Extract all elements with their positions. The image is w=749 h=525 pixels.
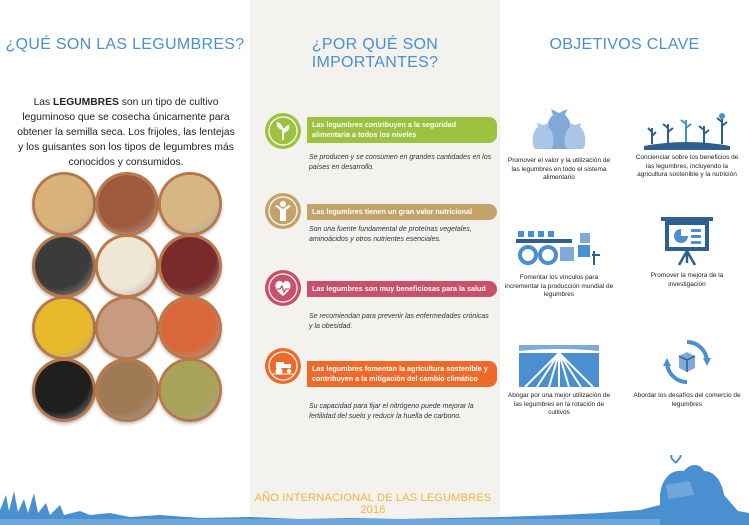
sacks-icon xyxy=(529,103,589,153)
bowl-black-lentils xyxy=(35,237,93,295)
objective-research xyxy=(632,213,742,289)
bowl-black-beans xyxy=(35,361,93,419)
objective-links xyxy=(504,225,614,300)
sprout-icon xyxy=(265,113,301,149)
column-why-important xyxy=(250,0,500,525)
bowl-yellow-lentils xyxy=(35,299,93,357)
column-key-objectives xyxy=(500,0,749,525)
footer-title: AÑO INTERNACIONAL DE LAS LEGUMBRES 2016 xyxy=(254,492,492,516)
objective-awareness xyxy=(632,110,742,180)
objective-label: Concienciar sobre los beneficios de las legumbres, incluyendo la agricultura sostenible y la nutrición xyxy=(635,154,739,178)
field-icon xyxy=(519,343,599,388)
reason-title: Las legumbres fomentan la agricultura sostenible y contribuyen a la mitigación del cambio climático xyxy=(307,361,497,387)
tractor-icon xyxy=(265,348,301,384)
intro-prefix: Las xyxy=(33,97,54,108)
objective-promote-value xyxy=(504,103,614,183)
reason-desc: Su capacidad para fijar el nitrógeno puede mejorar la fertilidad del suelo y reducir la huella de carbono. xyxy=(309,403,474,420)
bowl-chickpeas xyxy=(35,175,93,233)
reason-title: Las legumbres son muy beneficiosas para la salud xyxy=(307,281,497,297)
bowl-chickpeas-light xyxy=(161,175,219,233)
column-what-are-pulses xyxy=(0,0,250,525)
presentation-icon xyxy=(657,213,717,268)
trade-cycle-icon xyxy=(659,336,715,388)
intro-bold: LEGUMBRES xyxy=(53,97,119,108)
intro-text xyxy=(14,95,238,170)
reason-desc: Se recomiendan para prevenir las enfermedades crónicas y la obesidad. xyxy=(309,313,489,330)
crops-icon xyxy=(642,110,732,150)
person-icon xyxy=(265,193,301,229)
bowl-white-beans xyxy=(98,237,156,295)
reason-title: Las legumbres tienen un gran valor nutricional xyxy=(307,204,497,220)
section-title-what: ¿QUÉ SON LAS LEGUMBRES? xyxy=(5,36,245,53)
bowl-green-peas xyxy=(161,361,219,419)
bowl-red-kidney xyxy=(161,237,219,295)
reason-desc: Son una fuente fundamental de proteínas vegetales, aminoácidos y otros nutrientes esenciales. xyxy=(309,226,472,243)
section-title-objectives: OBJETIVOS CLAVE xyxy=(549,36,700,53)
reason-title: Las legumbres contribuyen a la seguridad alimentaria a todos los niveles xyxy=(307,117,497,143)
objective-label: Abordar los desafíos del comercio de legumbres xyxy=(633,392,741,408)
reason-desc: Se producen y se consumen en grandes cantidades en los países en desarrollo. xyxy=(309,154,492,171)
objective-label: Abogar por una mejor utilización de las legumbres en la rotación de cultivos xyxy=(507,392,611,416)
objective-label: Promover el valor y la utilización de las legumbres en todo el sistema alimentario xyxy=(507,157,611,181)
objective-label: Fomentar los vínculos para incrementar la producción mundial de legumbres xyxy=(504,274,614,298)
bowl-borlotti xyxy=(98,175,156,233)
section-title-why: ¿POR QUÉ SON IMPORTANTES? xyxy=(311,36,439,71)
intro-rest: son un tipo de cultivo leguminoso que se cosecha únicamente para obtener la semilla seca. Los frijoles, las lentejas y los guisantes son los tipos de legumbres más conocidos y consumidos. xyxy=(17,97,235,168)
factory-icon xyxy=(514,225,604,270)
pulse-bowls-grid xyxy=(30,170,225,420)
heart-icon xyxy=(265,270,301,306)
objective-rotation xyxy=(504,343,614,418)
objective-trade xyxy=(632,336,742,409)
bowl-red-lentils xyxy=(161,299,219,357)
objective-label: Promover la mejora de la investigación xyxy=(650,272,724,288)
bowl-fava xyxy=(98,361,156,419)
bowl-pinto xyxy=(98,299,156,357)
